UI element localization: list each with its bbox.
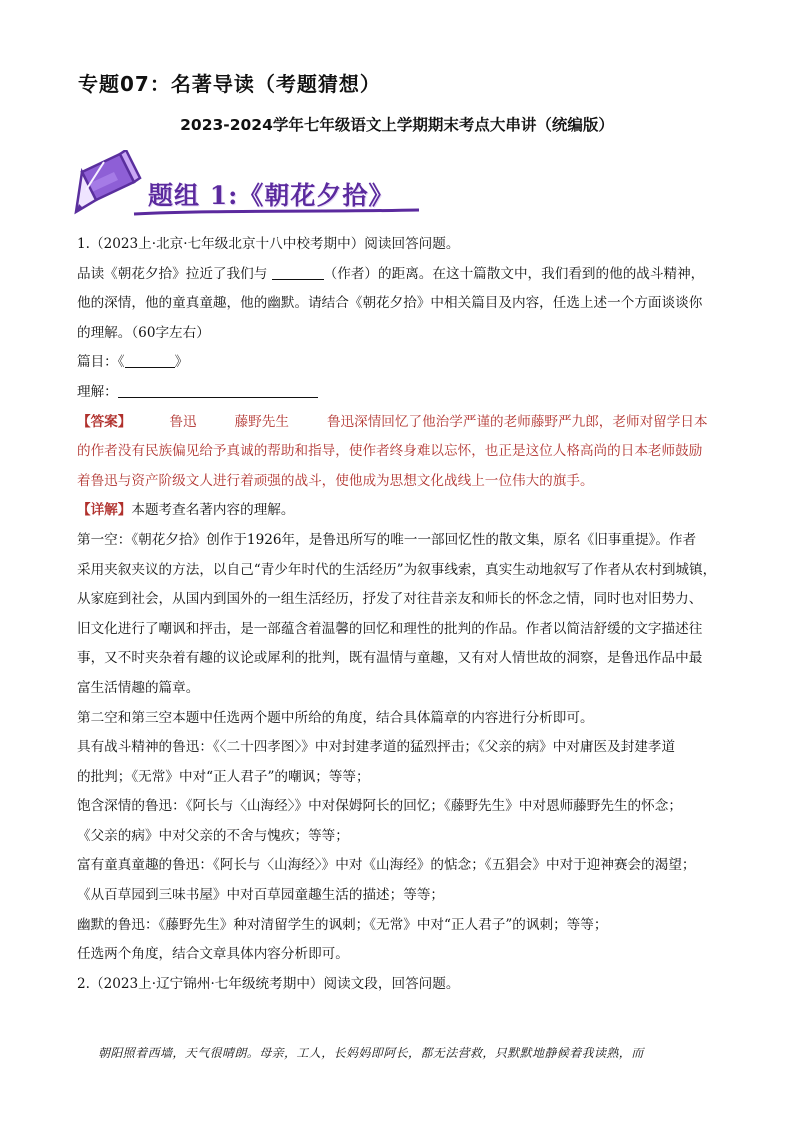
detail-line: 第一空：《朝花夕拾》创作于1926年，是鲁迅所写的唯一一部回忆性的散文集，原名《旧事重提》。作者 bbox=[77, 531, 697, 548]
q2-source: 2.（2023上·辽宁锦州·七年级统考期中）阅读文段，回答问题。 bbox=[77, 975, 460, 992]
detail-line: 《从百草园到三味书屋》中对百草园童趣生活的描述；等等； bbox=[77, 887, 445, 904]
detail-line: 具有战斗精神的鲁迅：《〈二十四孝图〉》中对封建孝道的猛烈抨击；《父亲的病》中对庸医及封建孝道 bbox=[77, 739, 676, 756]
detail-line: 事，又不时夹杂着有趣的议论或犀利的批判，既有温情与童趣，又有对人情世故的洞察，是鲁迅作品中最 bbox=[77, 650, 703, 667]
q1-stem: 品读《朝花夕拾》拉近了我们与 （作者）的距离。在这十篇散文中，我们看到的他的战斗精神， bbox=[77, 265, 705, 282]
blank-author bbox=[272, 265, 324, 280]
detail-line: 富生活情趣的篇章。 bbox=[77, 679, 200, 696]
detail-line: 幽默的鲁迅：《藤野先生》种对清留学生的讽刺；《无常》中对“正人君子”的讽刺；等等； bbox=[77, 916, 608, 933]
q2-excerpt: 朝阳照着西墙，天气很晴朗。母亲，工人，长妈妈即阿长，都无法营救，只默默地静候着我读熟，而 bbox=[98, 1046, 644, 1060]
blank-understanding bbox=[118, 383, 318, 398]
answer-tag: 【答案】 bbox=[77, 413, 132, 430]
q1-stem-line3: 的理解。（60字左右） bbox=[77, 324, 210, 341]
answer-line2: 的作者没有民族偏见给予真诚的帮助和指导，使作者终身难以忘怀，也正是这位人格高尚的日本老师鼓励 bbox=[77, 443, 703, 460]
answer-line bbox=[77, 408, 719, 438]
detail-line: 饱含深情的鲁迅：《阿长与〈山海经〉》中对保姆阿长的回忆；《藤野先生》中对恩师藤野先生的怀念； bbox=[77, 798, 682, 815]
detail-line: 任选两个角度，结合文章具体内容分析即可。 bbox=[77, 946, 349, 963]
answer-3: 鲁迅深情回忆了他治学严谨的老师藤野严九郎，老师对留学日本 bbox=[326, 413, 708, 430]
detail-line: 《父亲的病》中对父亲的不舍与愧疚；等等； bbox=[77, 827, 349, 844]
detail-line: 第二空和第三空本题中任选两个题中所给的角度，结合具体篇章的内容进行分析即可。 bbox=[77, 709, 594, 726]
question-content bbox=[77, 230, 719, 999]
q1-stem-line2: 他的深情，他的童真童趣，他的幽默。请结合《朝花夕拾》中相关篇目及内容，任选上述一个方面谈谈你 bbox=[77, 295, 703, 312]
section-heading: 题组 1:《朝花夕拾》 bbox=[148, 181, 395, 210]
page-subtitle: 2023-2024学年七年级语文上学期期末考点大串讲（统编版） bbox=[180, 116, 614, 134]
answer-line3: 着鲁迅与资产阶级文人进行着顽强的战斗，使他成为思想文化战线上一位伟大的旗手。 bbox=[77, 472, 594, 489]
page-title: 专题07：名著导读（考题猜想） bbox=[78, 72, 381, 96]
understanding-line: 理解： bbox=[77, 378, 719, 408]
detail-line: 从家庭到社会，从国内到国外的一组生活经历，抒发了对往昔亲友和师长的怀念之情，同时也对旧势力、 bbox=[77, 591, 703, 608]
answer-2: 藤野先生 bbox=[234, 413, 289, 430]
blank-chapter bbox=[125, 353, 175, 368]
detail-line: 采用夹叙夹议的方法，以自己“青少年时代的生活经历”为叙事线索，真实生动地叙写了作者从农村到城镇， bbox=[77, 561, 717, 578]
q1-source: 1.（2023上·北京·七年级北京十八中校考期中）阅读回答问题。 bbox=[77, 236, 460, 252]
detail-line: 旧文化进行了嘲讽和抨击，是一部蕴含着温馨的回忆和理性的批判的作品。作者以简洁舒缓的文字描述往 bbox=[77, 620, 703, 637]
detail-tag: 【详解】 bbox=[77, 502, 132, 519]
detail-line: 富有童真童趣的鲁迅：《阿长与〈山海经〉》中对《山海经》的惦念；《五猖会》中对于迎神赛会的渴望； bbox=[77, 857, 696, 874]
pencil-icon bbox=[76, 150, 140, 212]
detail-line: 的批判；《无常》中对“正人君子”的嘲讽；等等； bbox=[77, 768, 370, 785]
chapter-line: 篇目：《 》 bbox=[77, 354, 189, 371]
answer-1: 鲁迅 bbox=[169, 413, 197, 430]
detail-intro: 【详解】本题考查名著内容的理解。 bbox=[77, 502, 295, 519]
